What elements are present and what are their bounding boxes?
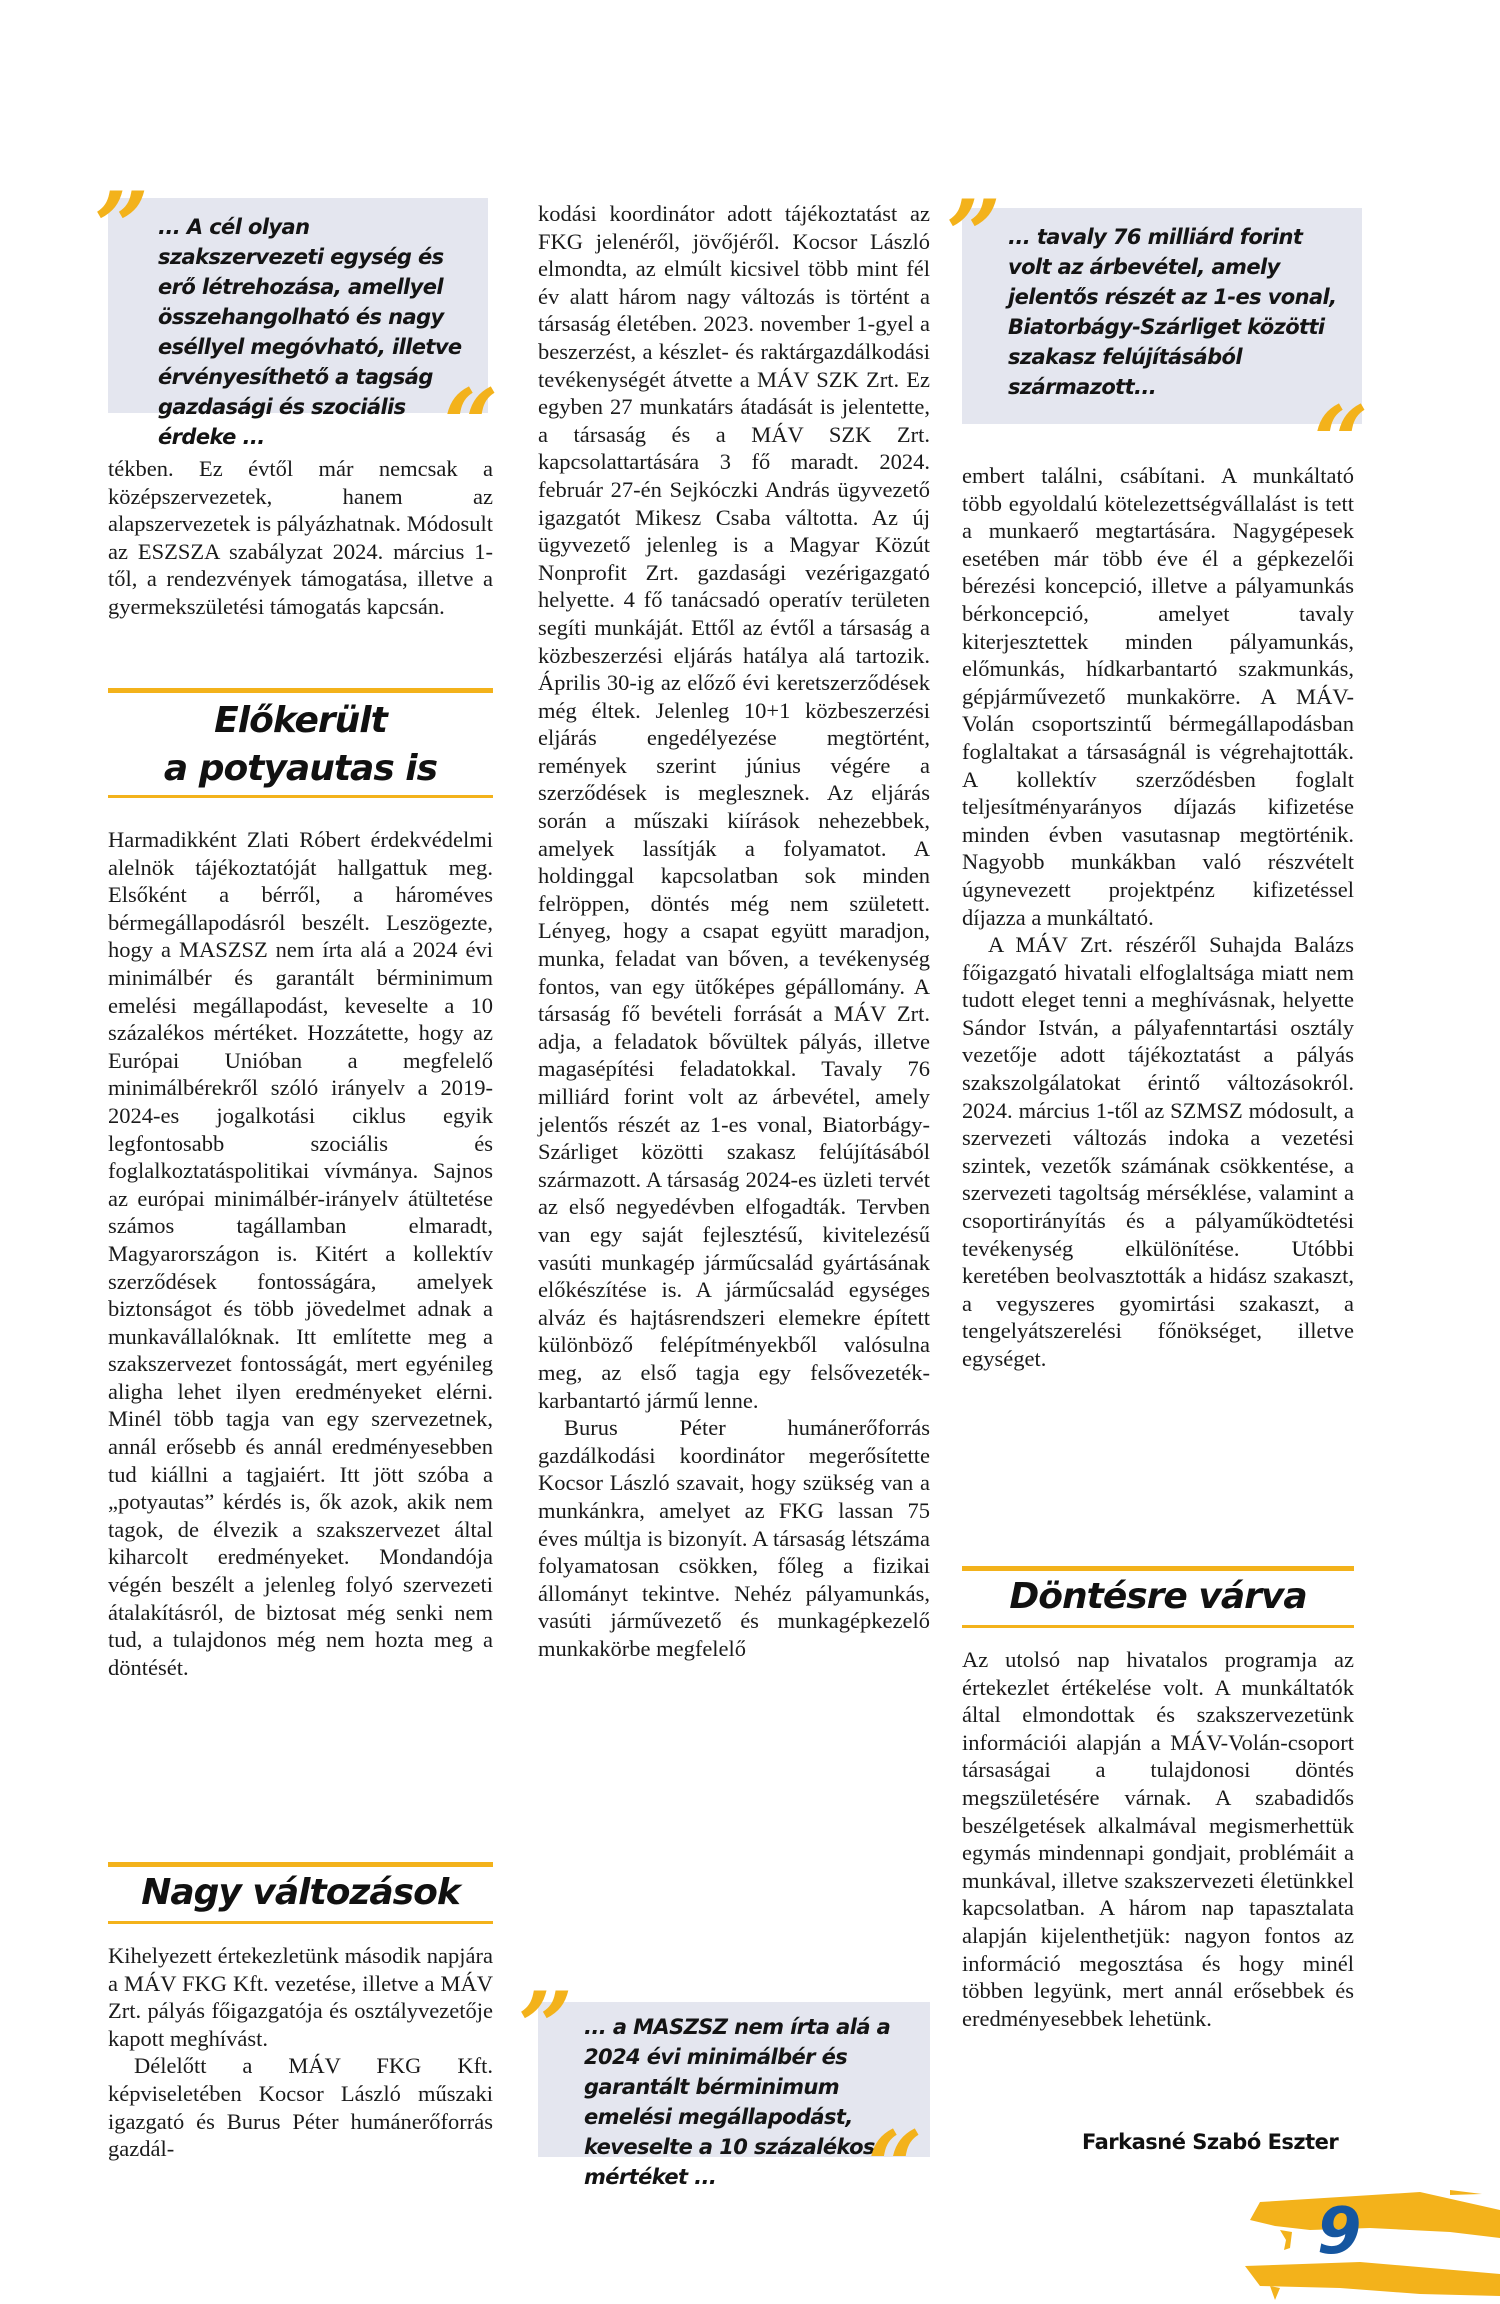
pull-quote-middle	[518, 1971, 930, 2223]
pull-quote-left	[94, 171, 498, 481]
paragraph: Kihelyezett értekezletünk második napjára a MÁV FKG Kft. vezetése, illetve a MÁV Zrt. pályás főigazgatója és osztályvezetője kapott meghívást.	[108, 1943, 493, 2051]
pull-quote-text: ... tavaly 76 milliárd forint volt az árbevétel, amely jelentős részét az 1-es vonal, Biatorbágy-Szárliget közötti szakasz felújításából származott...	[1008, 225, 1337, 399]
brush-stroke-top	[1250, 2192, 1500, 2238]
paragraph: A MÁV Zrt. részéről Suhajda Balázs főigazgató hivatali elfoglaltsága miatt nem tudott eleget tenni a meghívásnak, helyette Sándor István, a pályafenntartási osztály vezetője adott tájékoztatást a pályás szakszolgálatokat érintő változásokról. 2024. március 1-től az SZMSZ módosult, a szervezeti változás indoka a vezetési szintek, vezetők számának csökkentése, a szervezeti tagoltság mérséklése, valamint a csoportirányítás és a pályaműködtetési tevékenység elkülönítése. Utóbbi keretében beolvasztották a hidász szakaszt, a vegyszeres gyomirtási szakaszt, a tengelyátszerelési főnökséget, illetve egységet.	[962, 932, 1354, 1371]
right-column-text	[962, 462, 1354, 1373]
section-heading-dontesre-varva	[962, 1566, 1354, 1628]
left-intro-text	[108, 455, 493, 621]
pull-quote-text: ... A cél olyan szakszervezeti egység és erő létrehozása, amellyel összehangolható és nagy eséllyel megóvható, illetve érvényesíthető a tagság gazdasági és szociális érdeke ...	[158, 215, 462, 449]
author-signature: Farkasné Szabó Eszter	[1082, 2130, 1339, 2154]
section-dontesre-varva-body	[962, 1646, 1354, 2032]
pull-quote-right	[946, 179, 1368, 498]
pull-quote-text: ... a MASZSZ nem írta alá a 2024 évi minimálbér és garantált bérminimum emelési megállapodást, keveselte a 10 százalékos mértéket ...	[584, 2015, 891, 2189]
quote-open-icon: ”	[518, 1971, 573, 2084]
paragraph: kodási koordinátor adott tájékoztatást az FKG jelenéről, jövőjéről. Kocsor László elmondta, az elmúlt kicsivel több mint fél év alatt három nagy változás is történt a társaság életében. 2023. november 1-gyel a beszerzést, a készlet- és raktárgazdálkodási tevékenységét átvette a MÁV SZK Zrt. Ez egyben 27 munkatárs átadását is jelentette, a társaság és a MÁV SZK Zrt. kapcsolattartására 3 fő maradt. 2024. február 27-én Sejkóczki András ügyvezető igazgatót Mikesz Csaba váltotta. Az új ügyvezető jelenleg is a Magyar Közút Nonprofit Zrt. gazdasági vezérigazgató helyette. 4 fő tanácsadó operatív területen segíti munkáját. Ettől az évtől a társaság a közbeszerzési eljárás hatálya alá tartozik. Április 30-ig az előző évi keretszerződések még éltek. Jelenleg 10+1 közbeszerzési eljárás engedélyezése megtörtént, remények szerint június végére a szerződések is meglesznek. Az eljárás során a műszaki kiírások nehezebbek, amelyek lassítják a folyamatot. A holdinggal kapcsolatban sok minden felröppen, döntés még nem született. Lényeg, hogy a csapat együtt maradjon, munka, feladat van bőven, a tevékenység fontos, van egy ütőképes gépállomány. A társaság fő bevételi forrását a MÁV Zrt. adja, a feladatok bővültek pályás, illetve magasépítési feladatokkal. Tavaly 76 milliárd forint volt az árbevétel, amely jelentős részét az 1-es vonal, Biatorbágy-Szárliget közötti szakasz felújításából származott. A társaság 2024-es üzleti tervét az első negyedévben elfogadták. Tervben van egy saját fejlesztésű, kivitelezésű vasúti munkagép járműcsalád gyártásának előkészítése is. A járműcsalád egységes alváz és hajtásrendszeri elemekre épített különböző felépítményekből valósulna meg, az első tagja egy felsővezeték-karbantartó jármű lenne.	[538, 201, 930, 1413]
paragraph: Burus Péter humánerőforrás gazdálkodási koordinátor megerősítette Kocsor László szavait, hogy szükség van a munkánkra, amelyet az FKG lassan 75 éves múltja is bizonyít. A társaság létszáma folyamatosan csökken, főleg a fizikai állományt tekintve. Nehéz pályamunkás, vasúti járművezető és munkagépkezelő munkakörbe megfelelő	[538, 1415, 930, 1661]
section-nagy-valtozasok-body	[108, 1942, 493, 2163]
section-heading-nagy-valtozasok	[108, 1862, 493, 1924]
paragraph: Délelőtt a MÁV FKG Kft. képviseletében Kocsor László műszaki igazgató és Burus Péter humánerőforrás gazdál-	[108, 2053, 493, 2162]
brush-stroke-mid	[1245, 2262, 1500, 2296]
paragraph: Harmadikként Zlati Róbert érdekvédelmi alelnök tájékoztatóját hallgattuk meg. Elsőként a bérről, a hároméves bérmegállapodásról beszélt. Leszögezte, hogy a MASZSZ nem írta alá a 2024 évi minimálbér és garantált bérminimum emelési megállapodást, keveselte a 10 százalékos mértéket. Hozzátette, hogy az Európai Unióban a megfelelő minimálbérekről szóló irányelv a 2019-2024-es jogalkotási ciklus egyik legfontosabb szociális és foglalkoztatáspolitikai vívmánya. Sajnos az európai minimálbér-irányelv átültetése számos tagállamban elmaradt, Magyarországon is. Kitért a kollektív szerződések fontosságára, amelyek biztonságot és több jövedelmet adnak a munkavállalóknak. Itt említette meg a szakszervezet fontosságát, mert egyénileg aligha lehet ilyen eredményeket elérni. Minél több tagja van egy szervezetnek, annál erősebb és annál eredményesebben tud kiállni a tagjaiért. Itt jött szóba a „potyautas” kérdés is, ők azok, akik nem tagok, de élvezik a szakszervezet által kiharcolt eredményeket. Mondandója végén beszélt a jelenleg folyó szervezeti átalakításról, de biztosat még senki nem tud, a tulajdonos még nem hozta meg a döntését.	[108, 827, 493, 1680]
section-heading-text: Nagy változások	[141, 1872, 460, 1913]
quote-close-icon: “	[443, 368, 498, 481]
brush-stroke-drip	[1280, 2230, 1292, 2250]
section-heading-potyautas	[108, 688, 493, 798]
section-heading-text: Döntésre várva	[1009, 1576, 1307, 1617]
paragraph: tékben. Ez évtől már nemcsak a középszervezetek, hanem az alapszervezetek is pályázhatnak. Módosult az ESZSZA szabályzat 2024. március 1-től, a rendezvények támogatása, illetve a gyermekszületési támogatás kapcsán.	[108, 456, 493, 619]
page-number: 9	[1317, 2195, 1362, 2269]
brush-stroke-drip	[1270, 2286, 1280, 2300]
middle-column-text	[538, 200, 930, 1662]
paragraph: Az utolsó nap hivatalos programja az értekezlet értékelése volt. A munkáltatók által elmondottak és szakszervezetünk információi alapján a MÁV-Volán-csoport társaságai a tulajdonosi döntés megszületésére várnak. A szabadidős beszélgetések alkalmával megismerhettük egymás mindennapi gondjait, problémáit a munkával, illetve szakszervezeti életünkkel kapcsolatban. A három nap tapasztalata alapján kijelenthetjük: nagyon fontos az információ megosztása és hogy minél többen legyünk, mert annál erősebbek és eredményesebbek lehetünk.	[962, 1647, 1354, 2031]
paragraph: embert találni, csábítani. A munkáltató több egyoldalú kötelezettségvállalást is tett a munkaerő megtartására. Nagygépesek esetében már több éve él a gépkezelői bérezési koncepció, illetve a pályamunkás bérkoncepció, amelyet tavaly kiterjesztettek minden pályamunkás, előmunkás, hídkarbantartó szakmunkás, gépjárművezető munkakörre. A MÁV-Volán csoportszintű bérmegállapodásban foglaltakat a társaságnál is végrehajtották. A kollektív szerződésben foglalt teljesítményarányos díjazás kifizetése minden évben vasutasnap megtörténik. Nagyobb munkákban való részvételt úgynevezett projektpénz kifizetéssel díjazza a munkáltató.	[962, 463, 1354, 930]
quote-open-icon: ”	[94, 171, 149, 284]
section-heading-line2: a potyautas is	[163, 748, 438, 789]
quote-close-icon: “	[1313, 385, 1368, 498]
section-potyautas-body	[108, 826, 493, 1681]
quote-close-icon: “	[867, 2110, 922, 2223]
quote-open-icon: ”	[946, 179, 1001, 292]
section-heading-line1: Előkerült	[214, 700, 387, 741]
brush-stroke-thin	[1450, 2190, 1482, 2195]
